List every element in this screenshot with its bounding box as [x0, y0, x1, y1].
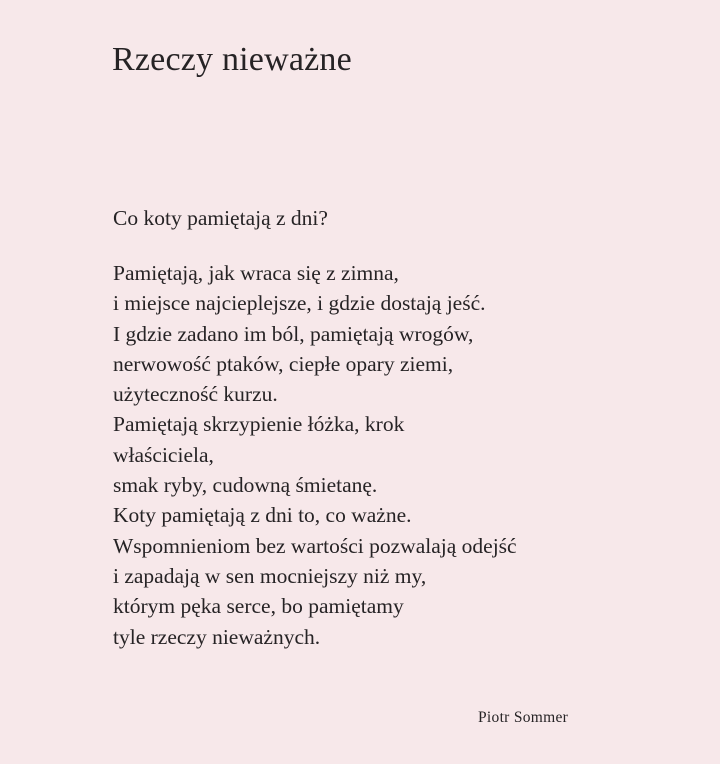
poem-title: Rzeczy nieważne: [112, 41, 352, 78]
poem-stanza: [113, 258, 517, 652]
verse-line: użyteczność kurzu.: [113, 382, 278, 407]
verse-line: właściciela,: [113, 442, 214, 467]
verse-line: Pamiętają, jak wraca się z zimna,: [113, 261, 399, 285]
verse-line: i miejsce najcieplejsze, i gdzie dostają jeść.: [113, 291, 486, 316]
opening-line: Co koty pamiętają z dni?: [113, 206, 328, 230]
verse-line: smak ryby, cudowną śmietanę.: [113, 473, 378, 498]
verse-line: tyle rzeczy nieważnych.: [113, 624, 321, 649]
verse-line: którym pęka serce, bo pamiętamy: [113, 594, 404, 619]
verse-line: Koty pamiętają z dni to, co ważne.: [113, 503, 412, 528]
verse-line: Pamiętają skrzypienie łóżka, krok: [113, 412, 405, 437]
verse-line: Wspomnieniom bez wartości pozwalają odejść: [113, 533, 517, 558]
verse-line: I gdzie zadano im ból, pamiętają wrogów,: [113, 321, 474, 346]
poem-author: Piotr Sommer: [478, 709, 569, 726]
verse-line: i zapadają w sen mocniejszy niż my,: [113, 563, 427, 588]
verse-line: nerwowość ptaków, ciepłe opary ziemi,: [113, 351, 454, 376]
